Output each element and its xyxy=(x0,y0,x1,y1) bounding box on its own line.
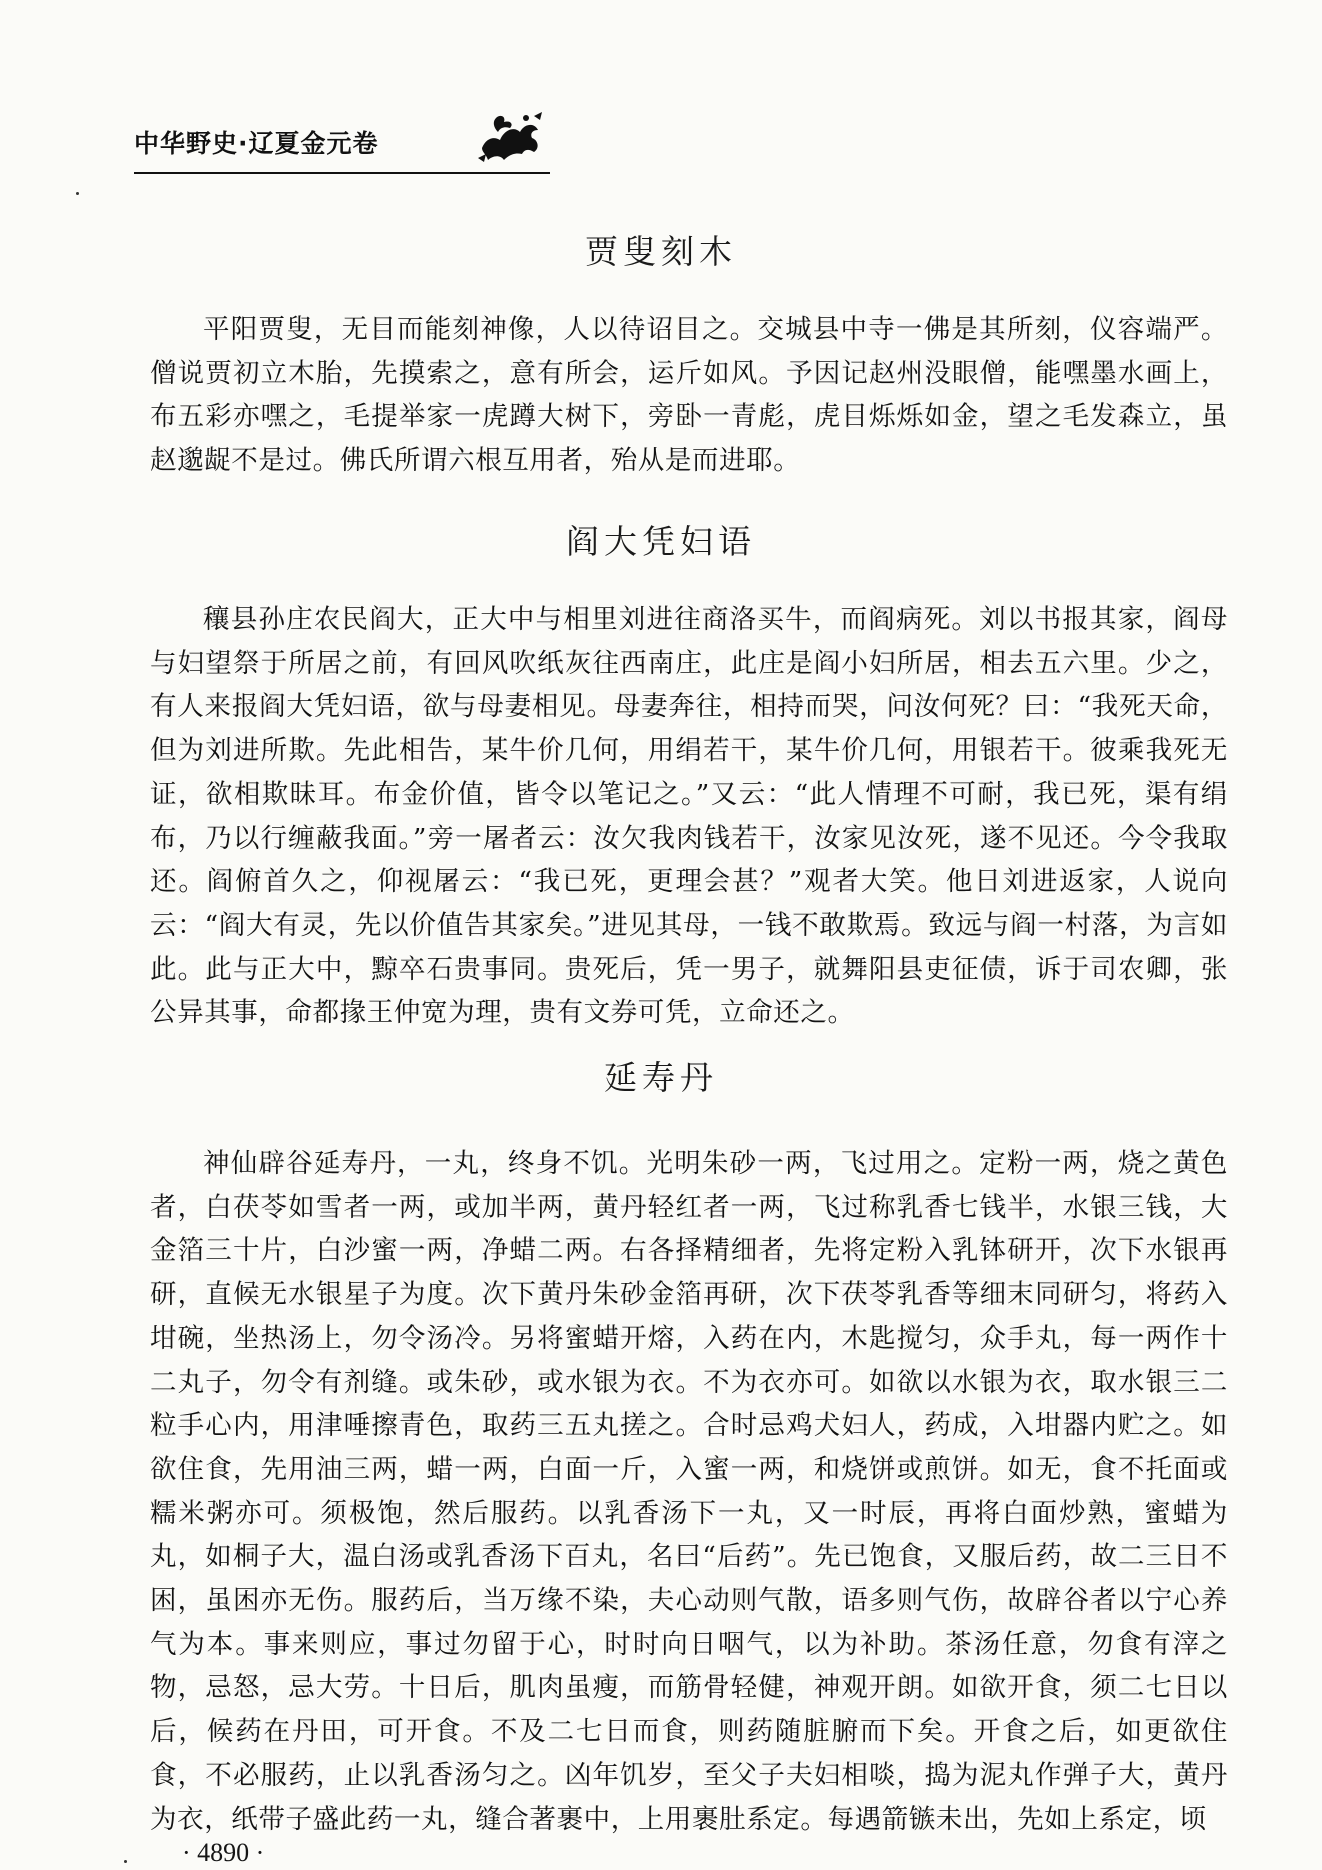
book-title: 中华野史·辽夏金元卷 xyxy=(134,129,379,158)
scan-speck xyxy=(124,1860,127,1863)
section-body-2: 穰县孙庄农民阎大，正大中与相里刘进往商洛买牛，而阎病死。刘以书报其家，阎母与妇望祭于所居之前，有回风吹纸灰往西南庄，此庄是阎小妇所居，相去五六里。少之，有人来报阎大凭妇语，欲与母妻相见。母妻奔往，相持而哭，问汝何死？曰：“我死天命，但为刘进所欺。先此相告，某牛价几何，用绢若干，某牛价几何，用银若干。彼乘我死无证，欲相欺昧耳。布金价值，皆令以笔记之。”又云：“此人情理不可耐，我已死，渠有绢布，乃以行缠蔽我面。”旁一屠者云：汝欠我肉钱若干，汝家见汝死，遂不见还。今令我取还。阎俯首久之，仰视屠云：“我已死，更理会甚？”观者大笑。他日刘进返家，人说向云：“阎大有灵，先以价值告其家矣。”进见其母，一钱不敢欺焉。致远与阎一村落，为言如此。此与正大中，黥卒石贵事同。贵死后，凭一男子，就舞阳县吏征债，诉于司农卿，张公异其事，命都掾王仲宽为理，贵有文券可凭，立命还之。 xyxy=(150,604,1228,1029)
page-number: · 4890 · xyxy=(182,1838,265,1867)
dragon-emblem-icon xyxy=(474,108,546,166)
header-rule xyxy=(134,172,550,174)
section-body-3: 神仙辟谷延寿丹，一丸，终身不饥。光明朱砂一两，飞过用之。定粉一两，烧之黄色者，白茯苓如雪者一两，或加半两，黄丹轻红者一两，飞过称乳香七钱半，水银三钱，大金箔三十片，白沙蜜一两，净蜡二两。右各择精细者，先将定粉入乳钵研开，次下水银再研，直候无水银星子为度。次下黄丹朱砂金箔再研，次下茯苓乳香等细末同研匀，将药入坩碗，坐热汤上，勿令汤冷。另将蜜蜡开熔，入药在内，木匙搅匀，众手丸，每一两作十二丸子，勿令有剂缝。或朱砂，或水银为衣。不为衣亦可。如欲以水银为衣，取水银三二粒手心内，用津唾擦青色，取药三五丸搓之。合时忌鸡犬妇人，药成，入坩器内贮之。如欲住食，先用油三两，蜡一两，白面一斤，入蜜一两，和烧饼或煎饼。如无，食不托面或糯米粥亦可。须极饱，然后服药。以乳香汤下一丸，又一时辰，再将白面炒熟，蜜蜡为丸，如桐子大，温白汤或乳香汤下百丸，名曰“后药”。先已饱食，又服后药，故二三日不困，虽困亦无伤。服药后，当万缘不染，夫心动则气散，语多则气伤，故辟谷者以宁心养气为本。事来则应，事过勿留于心，时时向日咽气，以为补助。茶汤任意，勿食有滓之物，忌怒，忌大劳。十日后，肌肉虽瘦，而筋骨轻健，神观开朗。如欲开食，须二七日以后，候药在丹田，可开食。不及二七日而食，则药随脏腑而下矣。开食之后，如更欲住食，不必服药，止以乳香汤匀之。凶年饥岁，至父子夫妇相啖，捣为泥丸作弹子大，黄丹为衣，纸带子盛此药一丸，缝合著裹中，上用裹肚系定。每遇箭镞未出，先如上系定，顷 xyxy=(150,1148,1228,1835)
scan-speck xyxy=(76,192,79,195)
section-title-1: 贾叟刻木 xyxy=(585,232,737,271)
section-title-2: 阎大凭妇语 xyxy=(566,522,756,561)
section-title-3: 延寿丹 xyxy=(604,1058,718,1097)
running-header xyxy=(134,118,550,176)
section-body-1: 平阳贾叟，无目而能刻神像，人以待诏目之。交城县中寺一佛是其所刻，仪容端严。僧说贾初立木胎，先摸索之，意有所会，运斤如风。予因记赵州没眼僧，能嘿墨水画上，布五彩亦嘿之，毛提举家一虎蹲大树下，旁卧一青彪，虎目烁烁如金，望之毛发森立，虽赵邈龊不是过。佛氏所谓六根互用者，殆从是而进耶。 xyxy=(150,314,1228,477)
